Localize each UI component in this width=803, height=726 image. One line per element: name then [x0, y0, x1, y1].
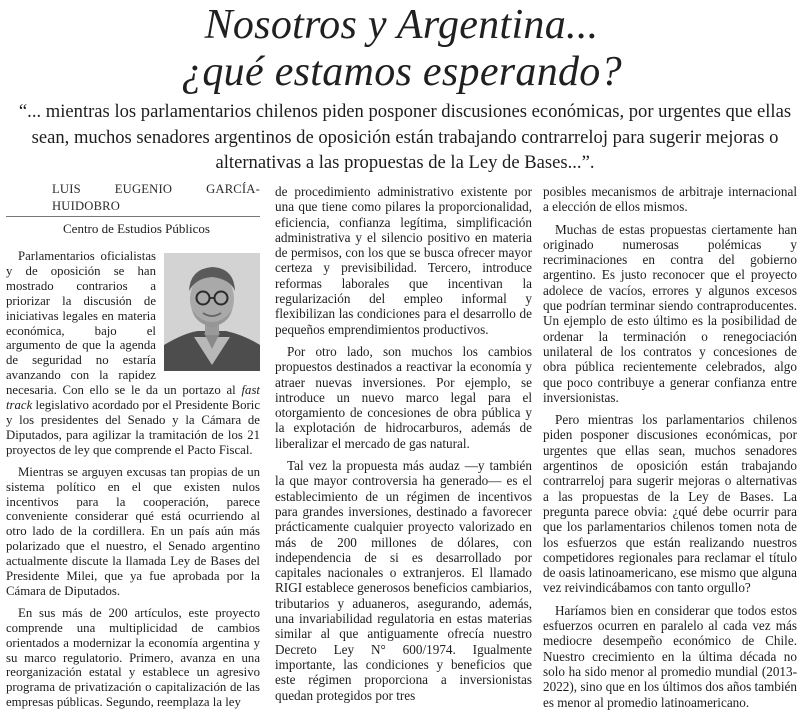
- deck-quote: “... mientras los parlamentarios chilenos piden posponer discusiones económicas, por urgentes que ellas sean, muchos senadores argentinos de oposición están trabajando contrarreloj para sugerir mejoras o alternativas a las propuestas de la Ley de Bases...”.: [18, 101, 792, 173]
- paragraph: posibles mecanismos de arbitraje internacional a elección de ellos mismos.: [543, 184, 797, 215]
- paragraph: Haríamos bien en considerar que todos estos esfuerzos ocurren en paralelo al cada vez más mediocre desempeño económico de Chile. Nuestro crecimiento en la última década no solo ha sido menor al promedio mundial (2013-2022), sino que en los últimos dos años también es menor al promedio latinoamericano.: [543, 602, 797, 710]
- paragraph: Pero mientras los parlamentarios chilenos piden posponer discusiones económicas, por urgentes que ellas sean, muchos senadores argentinos de oposición están trabajando contrarreloj para sugerir mejoras o alternativas a las propuestas de la Ley de Bases. La pregunta parece obvia: ¿qué debe ocurrir para que los parlamentarios chilenos tomen nota de los esfuerzos que están realizando nuestros competidores regionales para reclamar el título de oasis latinoamericano, ese mismo que alguna vez reivindicábamos con tanto orgullo?: [543, 412, 797, 596]
- paragraph: Por otro lado, son muchos los cambios propuestos destinados a reactivar la economía y atraer nuevas inversiones. Por ejemplo, se introduce un nuevo marco legal para el otorgamiento de concesiones de obra pública y la explotación de hidrocarburos, además de liberalizar el mercado de gas natural.: [275, 343, 532, 451]
- paragraph: Parlamentarios oficialistas y de oposición se han mostrado contrarios a priorizar la discusión de iniciativas legales en materia económica, bajo el argumento de que la agenda de seguridad no estaría avanzando con la rapidez necesaria. Con ello se le da un portazo al fast track legislativo acordado por el Presidente Boric y los presidentes del Senado y la Cámara de Diputados, para agilizar la tramitación de los 21 proyectos de ley que comprende el Pacto Fiscal.: [6, 249, 260, 457]
- paragraph: Muchas de estas propuestas ciertamente han originado numerosas polémicas y recriminaciones en contra del gobierno argentino. Es justo reconocer que el proyecto adolece de vacíos, errores y algunos excesos que podrían terminar siendo contraproducentes. Un ejemplo de esto último es la posibilidad de ordenar la terminación o renegociación unilateral de los contratos y concesiones de obra pública recientemente celebrados, algo que poco contribuye a generar confianza entre inversionistas.: [543, 221, 797, 405]
- headline-line-1: Nosotros y Argentina...: [204, 2, 599, 48]
- paragraph: Tal vez la propuesta más audaz —y también la que mayor controversia ha generado— es el establecimiento de un régimen de incentivos para grandes inversiones, destinado a favorecer prácticamente cualquier proyecto valorizado en más de 200 millones de dólares, con independencia de si es desarrollado por capitales nacionales o extranjeros. El llamado RIGI establece generosos beneficios cambiarios, tributarios y aduaneros, asegurando, además, una invariabilidad regulatoria en estas materias similar al que antiguamente ofrecía nuestro Decreto Ley N° 600/1974. Igualmente importante, las condiciones y beneficios que este régimen proporciona a inversionistas quedan protegidos por tres: [275, 458, 532, 703]
- author-portrait-image: [164, 253, 260, 371]
- paragraph: de procedimiento administrativo existente por una que tiene como pilares la proporcionalidad, eficiencia, confianza legítima, simplificación administrativa y el silencio positivo en materia de permisos, con los que se busca ofrecer mayor certeza y previsibilidad. Tercero, introduce reformas laborales que incentivan la regularización del empleo informal y flexibilizan las condiciones para el desarrollo de pequeños emprendimientos productivos.: [275, 184, 532, 337]
- paragraph: Mientras se arguyen excusas tan propias de un sistema político en el que existen nulos incentivos para la cooperación, parece conveniente considerar qué está ocurriendo al otro lado de la cordillera. En un país aún más polarizado que el nuestro, el Senado argentino actualmente discute la llamada Ley de Bases del Presidente Milei, que ya fue aprobada por la Cámara de Diputados.: [6, 464, 260, 598]
- paragraph: En sus más de 200 artículos, este proyecto comprende una multiplicidad de cambios orientados a modernizar la economía argentina y su marco regulatorio. Primero, avanza en una reorganización estatal y establece un agresivo programa de privatización o capitalización de las empresas públicas. Segundo, reemplaza la ley: [6, 605, 260, 710]
- column-3: [543, 184, 797, 717]
- column-1: [6, 181, 260, 717]
- headline-line-2: ¿qué estamos esperando?: [181, 49, 622, 95]
- author-affiliation: Centro de Estudios Públicos: [63, 221, 210, 236]
- column-2: [275, 184, 532, 710]
- author-byline: LUIS EUGENIO GARCÍA-HUIDOBRO: [6, 181, 260, 217]
